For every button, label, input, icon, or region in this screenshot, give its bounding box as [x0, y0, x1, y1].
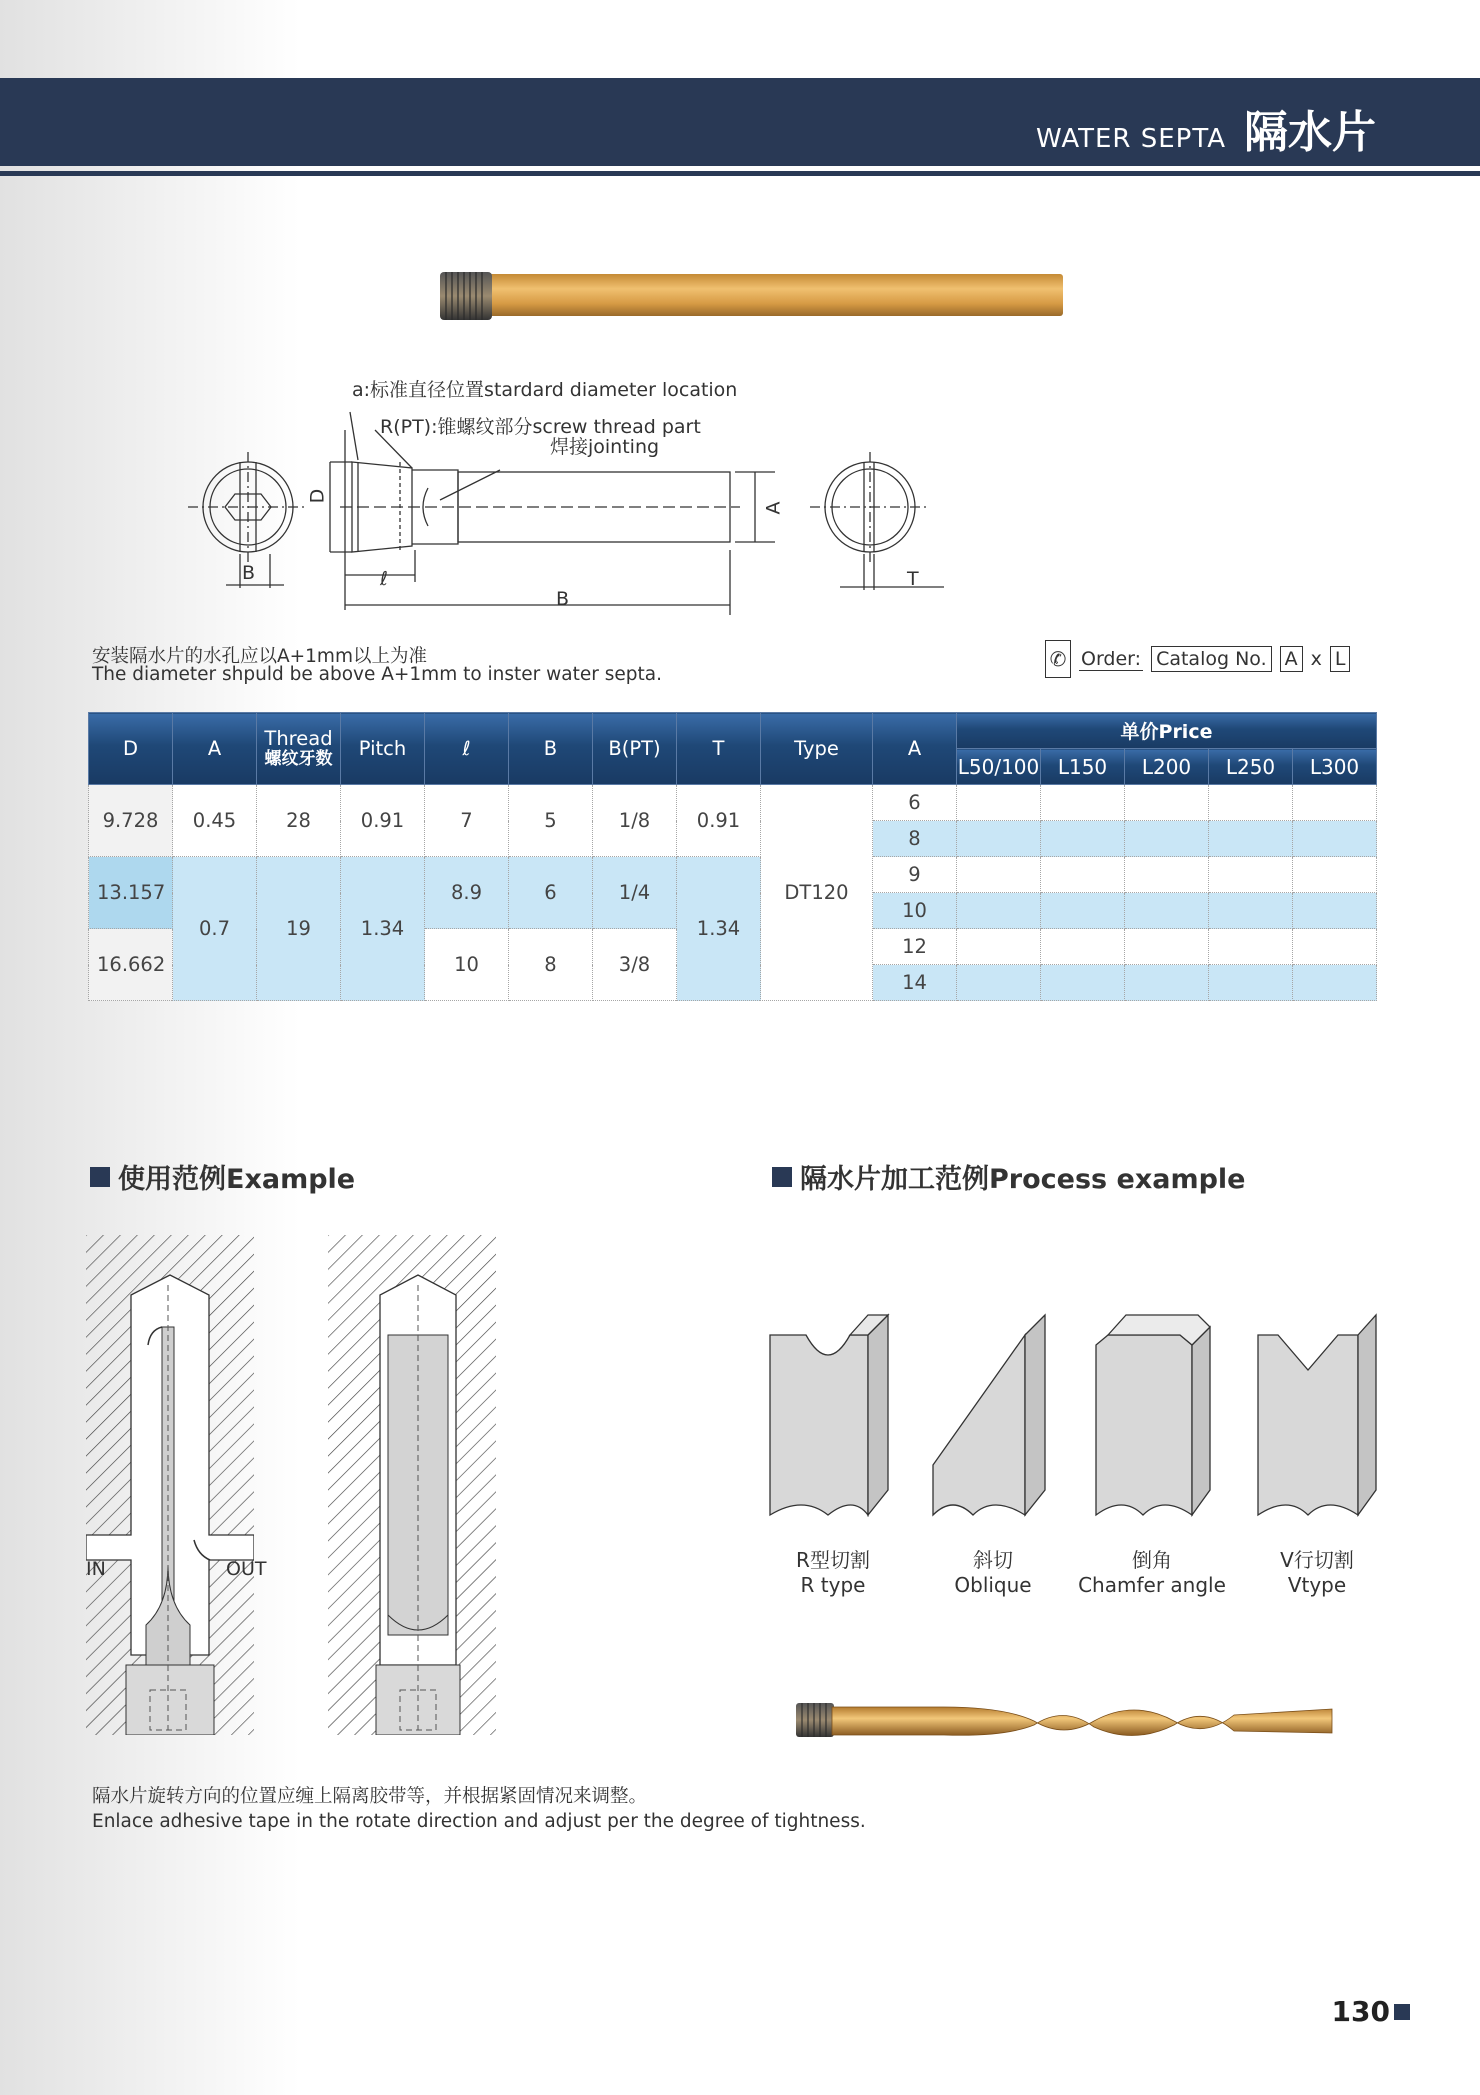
- price-cell: [957, 893, 1041, 929]
- price-cell: [957, 929, 1041, 965]
- dim-a: A: [762, 501, 785, 515]
- price-cell: [1293, 893, 1377, 929]
- cell-a-size: 12: [873, 929, 957, 965]
- process-oblique-en: Oblique: [954, 1573, 1032, 1597]
- cell-bpt: 3/8: [593, 929, 677, 1001]
- price-cell: [1125, 857, 1209, 893]
- th-l300: L300: [1293, 749, 1377, 785]
- example-diagram-installed: [86, 1235, 254, 1735]
- price-cell: [1041, 857, 1125, 893]
- price-cell: [1041, 785, 1125, 821]
- title-en: WATER SEPTA: [1036, 124, 1226, 154]
- label-out: OUT: [226, 1558, 267, 1580]
- process-shapes: [768, 1310, 1378, 1525]
- price-cell: [1209, 785, 1293, 821]
- cell-t: 1.34: [677, 857, 761, 1001]
- price-cell: [1293, 821, 1377, 857]
- page-title: [1036, 96, 1376, 160]
- th-d: D: [89, 713, 173, 785]
- th-l50: L50/100: [957, 749, 1041, 785]
- cell-b: 8: [509, 929, 593, 1001]
- cell-bpt: 1/8: [593, 785, 677, 857]
- dim-b-end: B: [242, 562, 256, 584]
- th-a2: A: [873, 713, 957, 785]
- footer-note-en: Enlace adhesive tape in the rotate direction and adjust per the degree of tightness.: [92, 1811, 866, 1832]
- square-bullet-icon: [90, 1167, 110, 1187]
- order-a-box: A: [1280, 646, 1303, 672]
- cell-d: 13.157: [89, 857, 173, 929]
- price-cell: [1125, 965, 1209, 1001]
- process-v-type-cn: V行切割: [1280, 1548, 1354, 1572]
- section-example-label: 使用范例Example: [118, 1164, 356, 1195]
- process-oblique: [908, 1548, 1078, 1598]
- process-r-type: [748, 1548, 918, 1598]
- th-pitch: Pitch: [341, 713, 425, 785]
- cell-d: 16.662: [89, 929, 173, 1001]
- process-v-type-en: Vtype: [1287, 1573, 1347, 1597]
- cell-a-size: 10: [873, 893, 957, 929]
- cell-type: DT120: [761, 785, 873, 1001]
- process-chamfer: [1067, 1548, 1237, 1598]
- order-format: [1045, 640, 1350, 678]
- order-l-box: L: [1330, 646, 1351, 672]
- square-bullet-icon: [772, 1167, 792, 1187]
- cell-pitch: 1.34: [341, 857, 425, 1001]
- price-cell: [1293, 929, 1377, 965]
- section-process-title: [772, 1157, 1246, 1196]
- th-a: A: [173, 713, 257, 785]
- price-cell: [1041, 821, 1125, 857]
- dim-b-length: B: [556, 588, 570, 610]
- th-thread: [257, 713, 341, 785]
- table-row: [89, 785, 1377, 821]
- price-cell: [1209, 857, 1293, 893]
- price-cell: [1125, 893, 1209, 929]
- price-cell: [1041, 893, 1125, 929]
- order-catalog-box: Catalog No.: [1151, 646, 1272, 672]
- th-price: 单价Price: [957, 713, 1377, 749]
- cell-l: 7: [425, 785, 509, 857]
- price-cell: [1125, 821, 1209, 857]
- price-cell: [1293, 965, 1377, 1001]
- phone-icon: ✆: [1045, 640, 1071, 678]
- section-process-label: 隔水片加工范例Process example: [800, 1164, 1246, 1195]
- note-cn: 安装隔水片的水孔应以A+1mm以上为准: [92, 646, 427, 667]
- cell-a: 0.7: [173, 857, 257, 1001]
- drawing-lines: [180, 370, 960, 630]
- spec-table: [88, 712, 1377, 1001]
- th-thread-en: Thread: [264, 726, 333, 750]
- cell-thread: 19: [257, 857, 341, 1001]
- th-l: ℓ: [425, 713, 509, 785]
- price-cell: [957, 965, 1041, 1001]
- title-cn: 隔水片: [1244, 107, 1376, 158]
- process-r-type-cn: R型切割: [796, 1548, 870, 1572]
- order-label: Order:: [1081, 647, 1142, 670]
- price-cell: [1209, 893, 1293, 929]
- note-en: The diameter shpuld be above A+1mm to inster water septa.: [92, 664, 662, 685]
- cell-a: 0.45: [173, 785, 257, 857]
- price-cell: [1293, 785, 1377, 821]
- th-l250: L250: [1209, 749, 1293, 785]
- cell-l: 8.9: [425, 857, 509, 929]
- dim-l: ℓ: [380, 568, 388, 590]
- price-cell: [1209, 821, 1293, 857]
- header-underline: [0, 171, 1480, 176]
- cell-a-size: 6: [873, 785, 957, 821]
- page-number: [1332, 1995, 1410, 2028]
- th-l150: L150: [1041, 749, 1125, 785]
- th-t: T: [677, 713, 761, 785]
- cell-b: 6: [509, 857, 593, 929]
- cell-l: 10: [425, 929, 509, 1001]
- price-cell: [1041, 929, 1125, 965]
- th-type: Type: [761, 713, 873, 785]
- footer-note-cn: 隔水片旋转方向的位置应缠上隔离胶带等，并根据紧固情况来调整。: [92, 1786, 648, 1807]
- page-number-text: 130: [1331, 1995, 1390, 2028]
- cell-d: 9.728: [89, 785, 173, 857]
- table-row: [89, 857, 1377, 893]
- cell-pitch: 0.91: [341, 785, 425, 857]
- process-oblique-cn: 斜切: [973, 1548, 1013, 1572]
- price-cell: [1209, 965, 1293, 1001]
- example-diagram-spiral: [328, 1235, 496, 1735]
- price-cell: [1293, 857, 1377, 893]
- square-bullet-icon: [1394, 2004, 1410, 2020]
- process-chamfer-en: Chamfer angle: [1078, 1573, 1226, 1597]
- process-chamfer-cn: 倒角: [1132, 1548, 1172, 1572]
- label-thread-part: R(PT):锥螺纹部分screw thread part: [380, 416, 701, 438]
- price-cell: [957, 857, 1041, 893]
- cell-t: 0.91: [677, 785, 761, 857]
- price-cell: [1041, 965, 1125, 1001]
- process-r-type-en: R type: [800, 1573, 866, 1597]
- label-standard-diameter: a:标准直径位置stardard diameter location: [352, 379, 738, 401]
- label-jointing: 焊接jointing: [550, 436, 660, 458]
- section-example-title: [90, 1157, 355, 1196]
- cell-b: 5: [509, 785, 593, 857]
- th-bpt: B(PT): [593, 713, 677, 785]
- product-photo-rod: [438, 270, 1070, 324]
- price-cell: [957, 785, 1041, 821]
- cell-bpt: 1/4: [593, 857, 677, 929]
- price-cell: [1209, 929, 1293, 965]
- dim-t: T: [907, 568, 919, 590]
- price-cell: [1125, 929, 1209, 965]
- th-b: B: [509, 713, 593, 785]
- th-l200: L200: [1125, 749, 1209, 785]
- cell-a-size: 9: [873, 857, 957, 893]
- cell-a-size: 14: [873, 965, 957, 1001]
- order-x: x: [1310, 648, 1322, 670]
- process-v-type: [1232, 1548, 1402, 1598]
- price-cell: [1125, 785, 1209, 821]
- cell-a-size: 8: [873, 821, 957, 857]
- product-photo-twisted-rod: [794, 1695, 1334, 1747]
- label-in: IN: [86, 1558, 106, 1580]
- dim-d: D: [306, 488, 329, 504]
- price-cell: [957, 821, 1041, 857]
- cell-thread: 28: [257, 785, 341, 857]
- th-thread-cn: 螺纹牙数: [264, 748, 333, 769]
